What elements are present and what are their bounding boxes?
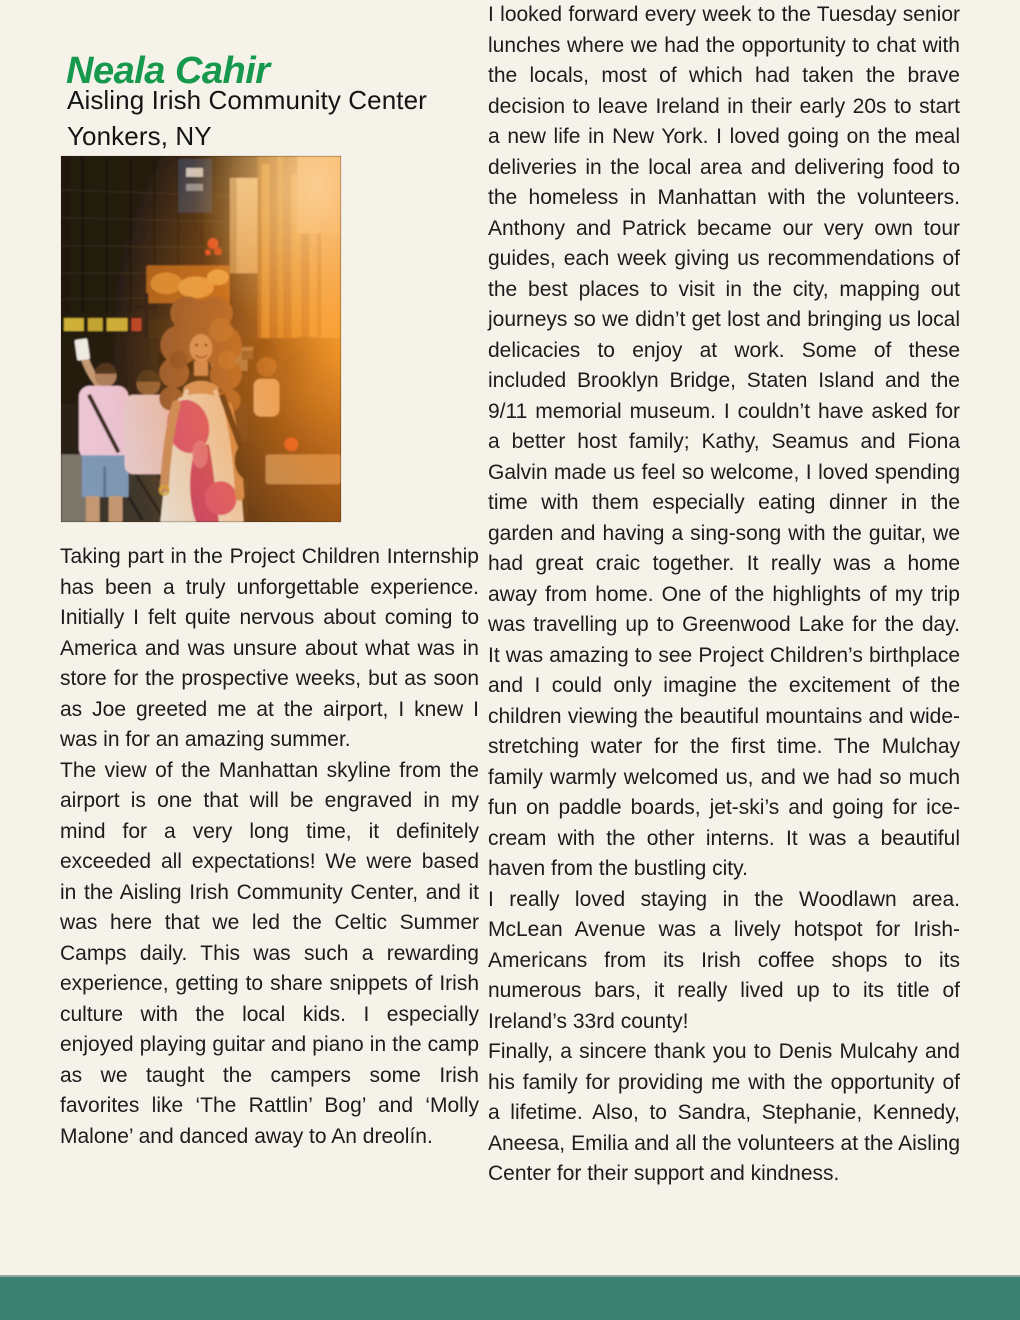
left-column [60, 542, 479, 1152]
page-title: Neala Cahir [66, 50, 270, 93]
profile-photo [60, 155, 342, 523]
footer-bar [0, 1275, 1020, 1320]
left-paragraph-1: Taking part in the Project Children Internship has been a truly unforgettable experience. Initially I felt quite nervous about coming to America and was unsure about what was in store for the prospective weeks, but as soon as Joe greeted me at the airport, I knew I was in for an amazing summer. [60, 545, 479, 751]
organization-name: Aisling Irish Community Center [67, 85, 427, 115]
right-paragraph-3: Finally, a sincere thank you to Denis Mulcahy and his family for providing me with the opportunity of a lifetime. Also, to Sandra, Stephanie, Kennedy, Aneesa, Emilia and all the volunteers at the Aisling Center for their support and kindness. [488, 1040, 960, 1185]
left-paragraph-2: The view of the Manhattan skyline from the airport is one that will be engraved in my mind for a very long time, it definitely exceeded all expectations! We were based in the Aisling Irish Community Center, and it was here that we led the Celtic Summer Camps daily. This was such a rewarding experience, getting to share snippets of Irish culture with the local kids. I especially enjoyed playing guitar and piano in the camp as we taught the campers some Irish favorites like ‘The Rattlin’ Bog’ and ‘Molly Malone’ and danced away to An dreolín. [60, 758, 479, 1148]
right-paragraph-1: I looked forward every week to the Tuesday senior lunches where we had the opportunity to chat with the locals, most of which had taken the brave decision to leave Ireland in their early 20s to start a new life in New York. I loved going on the meal deliveries in the local area and delivering food to the homeless in Manhattan with the volunteers. Anthony and Patrick became our very own tour guides, each week giving us recommendations of the best places to visit in the city, mapping out journeys so we didn’t get lost and bringing us local delicacies to enjoy at work. Some of these included Brooklyn Bridge, Staten Island and the 9/11 memorial museum. I couldn’t have asked for a better host family; Kathy, Seamus and Fiona Galvin made us feel so welcome, I loved spending time with them especially eating dinner in the garden and having a sing-song with the guitar, we had great craic together. It really was a home away from home. One of the highlights of my trip was travelling up to Greenwood Lake for the day. It was amazing to see Project Children’s birthplace and I could only imagine the excitement of the children viewing the beautiful mountains and wide-stretching water for the first time. The Mulchay family warmly welcomed us, and we had so much fun on paddle boards, jet-ski’s and going for ice-cream with the other interns. It was a beautiful haven from the bustling city. [488, 3, 960, 880]
right-column [488, 0, 960, 1190]
times-square-photo-illustration [61, 156, 341, 522]
location-text: Yonkers, NY [67, 121, 212, 151]
subtitle-block [67, 82, 427, 154]
right-paragraph-2: I really loved staying in the Woodlawn area. McLean Avenue was a lively hotspot for Irish-Americans from its Irish coffee shops to its numerous bars, it really lived up to its title of Ireland’s 33rd county! [488, 887, 960, 1033]
